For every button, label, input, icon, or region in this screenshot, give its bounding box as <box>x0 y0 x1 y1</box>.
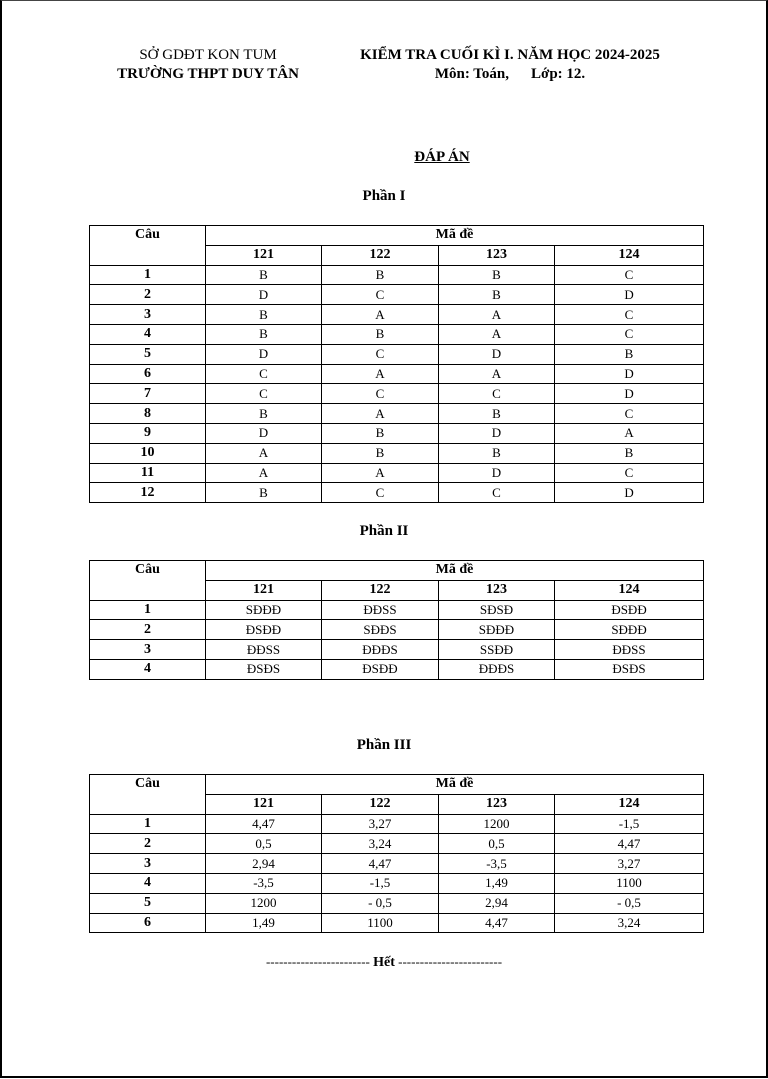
exam-code-123: 123 <box>439 580 555 600</box>
question-number: 6 <box>90 364 206 384</box>
answer-cell: A <box>439 364 555 384</box>
answer-cell: 0,5 <box>206 834 322 854</box>
exam-code-121: 121 <box>206 245 322 265</box>
answer-cell: B <box>439 265 555 285</box>
question-number: 3 <box>90 854 206 874</box>
answer-cell: B <box>439 404 555 424</box>
end-line <box>0 954 768 971</box>
dashes-left: ------------------------ <box>265 954 370 969</box>
answer-cell: B <box>439 443 555 463</box>
answer-cell: D <box>206 285 322 305</box>
table-row <box>90 620 704 640</box>
table-row <box>90 854 704 874</box>
answer-cell: 3,24 <box>322 834 439 854</box>
table-row <box>90 834 704 854</box>
question-number: 1 <box>90 265 206 285</box>
answer-cell: C <box>206 364 322 384</box>
answer-cell: 3,27 <box>555 854 704 874</box>
answer-cell: B <box>206 265 322 285</box>
department-name: SỞ GDĐT KON TUM <box>139 47 277 63</box>
part2-title: Phần II <box>359 523 409 539</box>
table-row <box>90 384 704 404</box>
table-row <box>90 285 704 305</box>
table-row <box>90 463 704 483</box>
table-row <box>90 873 704 893</box>
question-number: 4 <box>90 324 206 344</box>
question-number: 3 <box>90 640 206 660</box>
header-left <box>88 46 328 84</box>
table-row <box>90 324 704 344</box>
answer-cell: B <box>555 344 704 364</box>
answer-cell: 4,47 <box>206 814 322 834</box>
answer-cell: D <box>439 463 555 483</box>
question-number: 2 <box>90 834 206 854</box>
part2-table <box>89 560 704 680</box>
answer-cell: B <box>439 285 555 305</box>
answer-cell: D <box>206 423 322 443</box>
answer-cell: 2,94 <box>206 854 322 874</box>
question-number: 10 <box>90 443 206 463</box>
answer-cell: D <box>439 344 555 364</box>
answer-cell: D <box>555 285 704 305</box>
answer-cell: -1,5 <box>322 873 439 893</box>
answer-cell: B <box>206 483 322 503</box>
table-row <box>90 814 704 834</box>
answer-cell: 0,5 <box>439 834 555 854</box>
question-number: 4 <box>90 659 206 679</box>
answer-cell: A <box>322 364 439 384</box>
answer-cell: 4,47 <box>439 913 555 933</box>
exam-code-124: 124 <box>555 580 704 600</box>
exam-code-124: 124 <box>555 245 704 265</box>
exam-code-122: 122 <box>322 580 439 600</box>
part1-table <box>89 225 704 503</box>
answer-cell: - 0,5 <box>555 893 704 913</box>
table-header-row <box>90 561 704 581</box>
exam-code-123: 123 <box>439 794 555 814</box>
answer-cell: 4,47 <box>322 854 439 874</box>
question-column-header: Câu <box>90 226 206 266</box>
answer-cell: 3,24 <box>555 913 704 933</box>
answer-cell: ĐSĐĐ <box>322 659 439 679</box>
table-row <box>90 600 704 620</box>
answer-cell: D <box>555 483 704 503</box>
exam-code-header: Mã đề <box>206 775 704 795</box>
answer-cell: C <box>555 404 704 424</box>
answer-cell: C <box>206 384 322 404</box>
answer-cell: SĐSĐ <box>439 600 555 620</box>
question-number: 1 <box>90 814 206 834</box>
table-row <box>90 364 704 384</box>
answer-cell: ĐĐSS <box>322 600 439 620</box>
answer-cell: D <box>555 384 704 404</box>
answer-cell: B <box>206 305 322 325</box>
answer-cell: D <box>555 364 704 384</box>
answer-cell: 1200 <box>206 893 322 913</box>
answer-cell: 1200 <box>439 814 555 834</box>
question-number: 8 <box>90 404 206 424</box>
question-number: 1 <box>90 600 206 620</box>
question-column-header: Câu <box>90 561 206 601</box>
answer-cell: C <box>322 285 439 305</box>
question-number: 7 <box>90 384 206 404</box>
question-number: 5 <box>90 893 206 913</box>
answer-cell: B <box>206 324 322 344</box>
answer-cell: B <box>322 265 439 285</box>
table-row <box>90 404 704 424</box>
exam-code-header: Mã đề <box>206 226 704 246</box>
part3-table <box>89 774 704 933</box>
school-name: TRƯỜNG THPT DUY TÂN <box>117 66 299 82</box>
answer-cell: ĐSĐS <box>555 659 704 679</box>
question-number: 4 <box>90 873 206 893</box>
table-row <box>90 893 704 913</box>
answer-cell: C <box>322 384 439 404</box>
answer-cell: SĐĐĐ <box>206 600 322 620</box>
question-number: 2 <box>90 285 206 305</box>
end-text: Hết <box>373 955 395 970</box>
answer-cell: SĐĐĐ <box>555 620 704 640</box>
answer-cell: A <box>555 423 704 443</box>
answer-cell: ĐĐSS <box>555 640 704 660</box>
question-number: 11 <box>90 463 206 483</box>
answer-cell: ĐSĐS <box>206 659 322 679</box>
answer-cell: ĐSĐĐ <box>555 600 704 620</box>
exam-code-header: Mã đề <box>206 561 704 581</box>
answer-cell: ĐĐSS <box>206 640 322 660</box>
exam-title: KIỂM TRA CUỐI KÌ I. NĂM HỌC 2024-2025 <box>360 47 660 63</box>
answer-key-title: ĐÁP ÁN <box>414 149 470 165</box>
table-row <box>90 483 704 503</box>
part1-title: Phần I <box>362 188 406 204</box>
question-number: 9 <box>90 423 206 443</box>
question-number: 5 <box>90 344 206 364</box>
answer-cell: - 0,5 <box>322 893 439 913</box>
answer-cell: C <box>439 384 555 404</box>
answer-cell: B <box>322 324 439 344</box>
answer-cell: C <box>555 265 704 285</box>
exam-code-121: 121 <box>206 580 322 600</box>
answer-cell: SSĐĐ <box>439 640 555 660</box>
exam-code-122: 122 <box>322 245 439 265</box>
answer-cell: C <box>555 324 704 344</box>
question-column-header: Câu <box>90 775 206 815</box>
question-number: 12 <box>90 483 206 503</box>
answer-cell: B <box>555 443 704 463</box>
answer-cell: D <box>206 344 322 364</box>
header-right <box>330 46 690 84</box>
answer-cell: C <box>555 305 704 325</box>
exam-code-122: 122 <box>322 794 439 814</box>
answer-cell: B <box>322 443 439 463</box>
table-row <box>90 423 704 443</box>
answer-cell: SĐĐS <box>322 620 439 640</box>
answer-cell: A <box>322 463 439 483</box>
table-row <box>90 265 704 285</box>
answer-cell: D <box>439 423 555 443</box>
table-row <box>90 659 704 679</box>
answer-cell: -3,5 <box>206 873 322 893</box>
grade-label: Lớp: 12. <box>531 66 586 82</box>
answer-cell: C <box>439 483 555 503</box>
answer-cell: 1100 <box>555 873 704 893</box>
exam-code-121: 121 <box>206 794 322 814</box>
answer-cell: 4,47 <box>555 834 704 854</box>
subject-grade-line <box>330 65 690 84</box>
exam-code-124: 124 <box>555 794 704 814</box>
answer-cell: A <box>206 463 322 483</box>
dashes-right: ------------------------ <box>398 954 503 969</box>
answer-cell: SĐĐĐ <box>439 620 555 640</box>
answer-cell: 1100 <box>322 913 439 933</box>
subject-label: Môn: Toán, <box>434 66 510 82</box>
answer-cell: -3,5 <box>439 854 555 874</box>
answer-cell: C <box>322 344 439 364</box>
question-number: 6 <box>90 913 206 933</box>
answer-cell: A <box>206 443 322 463</box>
answer-cell: 1,49 <box>206 913 322 933</box>
part3-title: Phần III <box>356 737 412 753</box>
table-header-row <box>90 775 704 795</box>
question-number: 3 <box>90 305 206 325</box>
answer-cell: ĐSĐĐ <box>206 620 322 640</box>
question-number: 2 <box>90 620 206 640</box>
table-header-row <box>90 226 704 246</box>
answer-cell: B <box>322 423 439 443</box>
exam-code-123: 123 <box>439 245 555 265</box>
answer-cell: 1,49 <box>439 873 555 893</box>
answer-cell: ĐĐĐS <box>322 640 439 660</box>
table-row <box>90 305 704 325</box>
answer-cell: A <box>322 305 439 325</box>
answer-cell: B <box>206 404 322 424</box>
table-row <box>90 913 704 933</box>
answer-cell: -1,5 <box>555 814 704 834</box>
answer-cell: C <box>322 483 439 503</box>
answer-cell: 2,94 <box>439 893 555 913</box>
table-row <box>90 443 704 463</box>
answer-cell: A <box>439 324 555 344</box>
table-row <box>90 640 704 660</box>
answer-cell: ĐĐĐS <box>439 659 555 679</box>
answer-cell: C <box>555 463 704 483</box>
table-row <box>90 344 704 364</box>
answer-cell: 3,27 <box>322 814 439 834</box>
answer-cell: A <box>322 404 439 424</box>
answer-cell: A <box>439 305 555 325</box>
